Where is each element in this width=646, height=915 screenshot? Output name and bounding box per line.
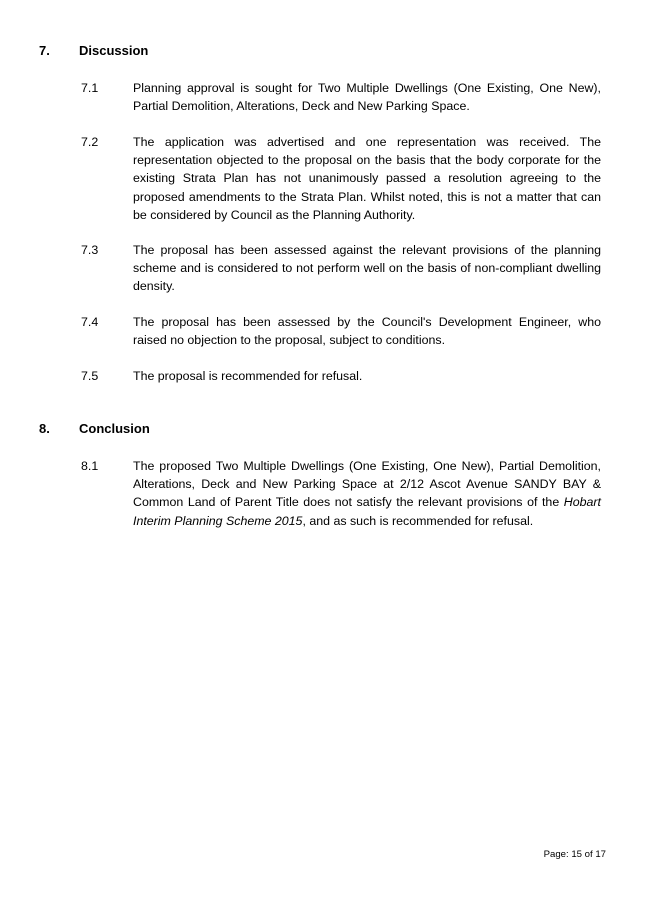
paragraph-8-1 <box>81 457 601 530</box>
section-heading-conclusion <box>39 420 150 438</box>
paragraph-text: The proposal has been assessed by the Council's Development Engineer, who raised no objection to the proposal, subject to conditions. <box>133 315 601 348</box>
paragraph-number: 7.2 <box>81 135 99 149</box>
page-number: Page: 15 of 17 <box>543 849 606 860</box>
paragraph-7-1 <box>81 79 601 115</box>
paragraph-text: The proposal has been assessed against the relevant provisions of the planning scheme and is considered to not perform well on the basis of non-compliant dwelling density. <box>133 243 601 294</box>
section-title: Conclusion <box>79 421 150 436</box>
paragraph-7-3 <box>81 241 601 296</box>
section-heading-discussion <box>39 42 148 60</box>
section-number: 8. <box>39 421 50 436</box>
paragraph-text-end: , and as such is recommended for refusal. <box>302 513 534 528</box>
scheme-name: Hobart Interim Planning Scheme 2015 <box>133 495 601 528</box>
paragraph-number: 7.4 <box>81 315 99 329</box>
paragraph-number: 7.1 <box>81 81 99 95</box>
paragraph-text: Planning approval is sought for Two Multiple Dwellings (One Existing, One New), Partial Demolition, Alterations, Deck and New Parking Space. <box>133 81 601 114</box>
section-title: Discussion <box>79 43 149 58</box>
paragraph-text-start: The proposed Two Multiple Dwellings (One Existing, One New), Partial Demolition, Alterations, Deck and New Parking Space at 2/12 Ascot Avenue SANDY BAY & Common Land of Parent Title does not satisfy the relevant provisions of the <box>133 459 601 510</box>
paragraph-text: The proposal is recommended for refusal. <box>133 369 363 383</box>
paragraph-text: The application was advertised and one representation was received. The representation objected to the proposal on the basis that the body corporate for the existing Strata Plan has not unanimously passed a resolution agreeing to the proposed amendments to the Strata Plan. Whilst noted, this is not a matter that can be considered by Council as the Planning Authority. <box>133 135 601 222</box>
paragraph-text <box>133 457 601 530</box>
section-number: 7. <box>39 43 50 58</box>
paragraph-number: 7.5 <box>81 369 99 383</box>
paragraph-number: 7.3 <box>81 243 99 257</box>
paragraph-number: 8.1 <box>81 459 99 473</box>
paragraph-7-2 <box>81 133 601 224</box>
paragraph-7-5 <box>81 367 601 385</box>
paragraph-7-4 <box>81 313 601 349</box>
